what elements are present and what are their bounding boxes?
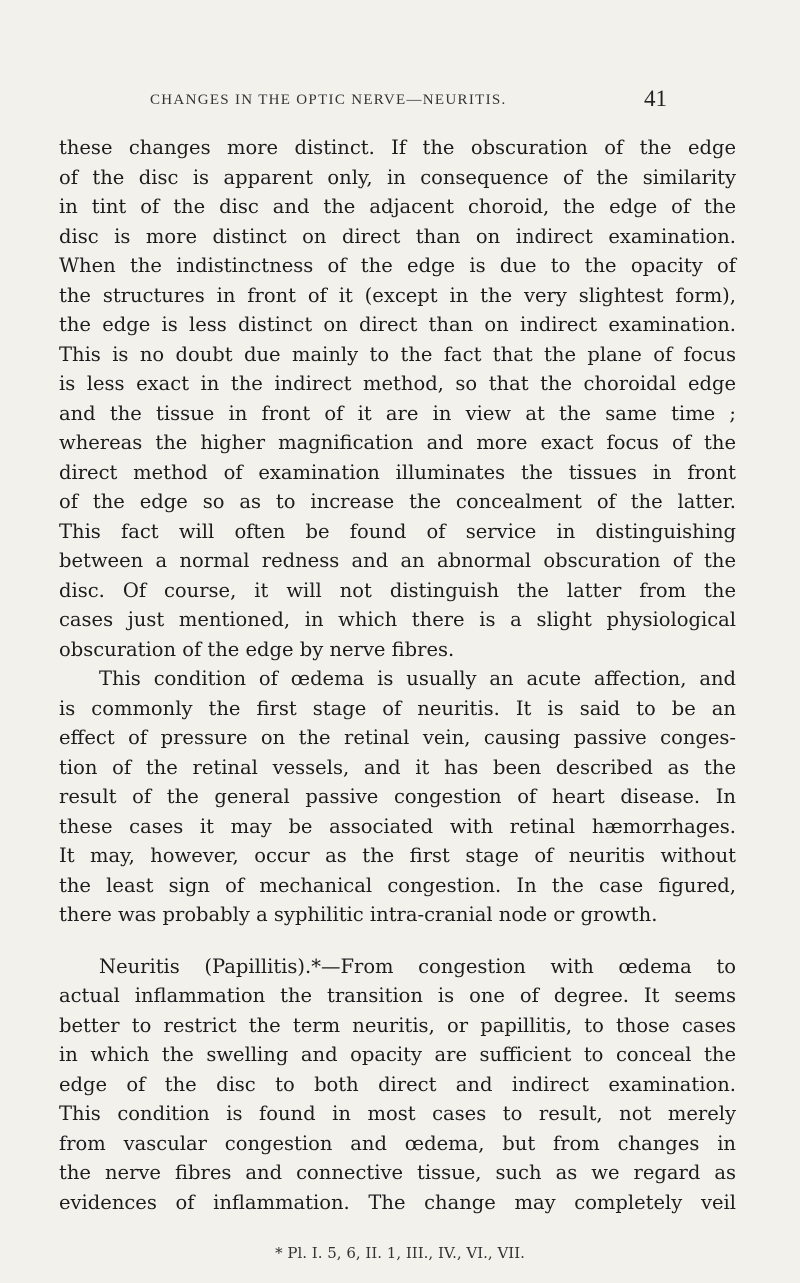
text-line: the structures in front of it (except in the very slightest form), (59, 283, 736, 307)
text-line: is commonly the first stage of neuritis. It is said to be an (59, 696, 736, 720)
text-line: between a normal redness and an abnormal obscuration of the (59, 549, 736, 572)
text-line: of the edge so as to increase the concealment of the latter. (59, 490, 736, 513)
text-line: the nerve fibres and connective tissue, such as we regard as (59, 1161, 736, 1184)
text-line: there was probably a syphilitic intra-cranial node or growth. (59, 903, 658, 926)
text-line: This condition is found in most cases to result, not merely (59, 1102, 736, 1125)
text-line: tion of the retinal vessels, and it has been described as the (59, 755, 736, 779)
text-line: is less exact in the indirect method, so that the choroidal edge (59, 372, 736, 395)
text-line: in tint of the disc and the adjacent choroid, the edge of the (59, 195, 736, 218)
text-line: these changes more distinct. If the obscuration of the edge (59, 136, 736, 159)
paragraph-3 (59, 952, 736, 1218)
text-line: and the tissue in front of it are in view at the same time ; (59, 401, 736, 425)
page-number: 41 (644, 86, 667, 111)
text-line: the edge is less distinct on direct than on indirect examination. (59, 313, 736, 336)
page-header (0, 88, 800, 118)
text-line: obscuration of the edge by nerve fibres. (59, 637, 455, 661)
section-lead-line: Neuritis (Papillitis).*—From congestion with œdema to (99, 954, 736, 978)
text-line: in which the swelling and opacity are sufficient to conceal the (59, 1043, 736, 1066)
paragraph-1 (59, 133, 736, 664)
text-line: the least sign of mechanical congestion. In the case figured, (59, 873, 736, 897)
text-line: from vascular congestion and œdema, but from changes in (59, 1131, 736, 1155)
text-line: whereas the higher magnification and more exact focus of the (59, 431, 736, 454)
text-line: This condition of œdema is usually an acute affection, and (99, 667, 736, 690)
running-head: CHANGES IN THE OPTIC NERVE—NEURITIS. (150, 92, 507, 108)
text-line: When the indistinctness of the edge is due to the opacity of (59, 254, 736, 277)
paragraph-gap (59, 930, 736, 952)
text-line: cases just mentioned, in which there is a slight physiological (59, 608, 736, 631)
text-line: This is no doubt due mainly to the fact that the plane of focus (59, 342, 736, 366)
text-line: This fact will often be found of service in distinguishing (59, 519, 736, 543)
text-line: better to restrict the term neuritis, or papillitis, to those cases (59, 1013, 736, 1037)
text-line: evidences of inflammation. The change may completely veil (59, 1190, 736, 1214)
text-line: these cases it may be associated with retinal hæmorrhages. (59, 814, 736, 838)
paragraph-2 (59, 664, 736, 930)
footnote: * Pl. I. 5, 6, II. 1, III., IV., VI., VII. (275, 1244, 525, 1262)
text-line: disc is more distinct on direct than on indirect examination. (59, 224, 736, 248)
text-line: of the disc is apparent only, in consequence of the similarity (59, 165, 736, 189)
body-text (59, 133, 736, 1217)
text-line: result of the general passive congestion of heart disease. In (59, 785, 736, 808)
text-line: direct method of examination illuminates the tissues in front (59, 460, 736, 484)
text-line: effect of pressure on the retinal vein, causing passive conges- (59, 726, 736, 749)
text-line: It may, however, occur as the first stage of neuritis without (59, 844, 736, 867)
text-line: edge of the disc to both direct and indirect examination. (59, 1072, 736, 1096)
text-line: actual inflammation the transition is one of degree. It seems (59, 984, 736, 1007)
text-line: disc. Of course, it will not distinguish the latter from the (59, 578, 736, 602)
